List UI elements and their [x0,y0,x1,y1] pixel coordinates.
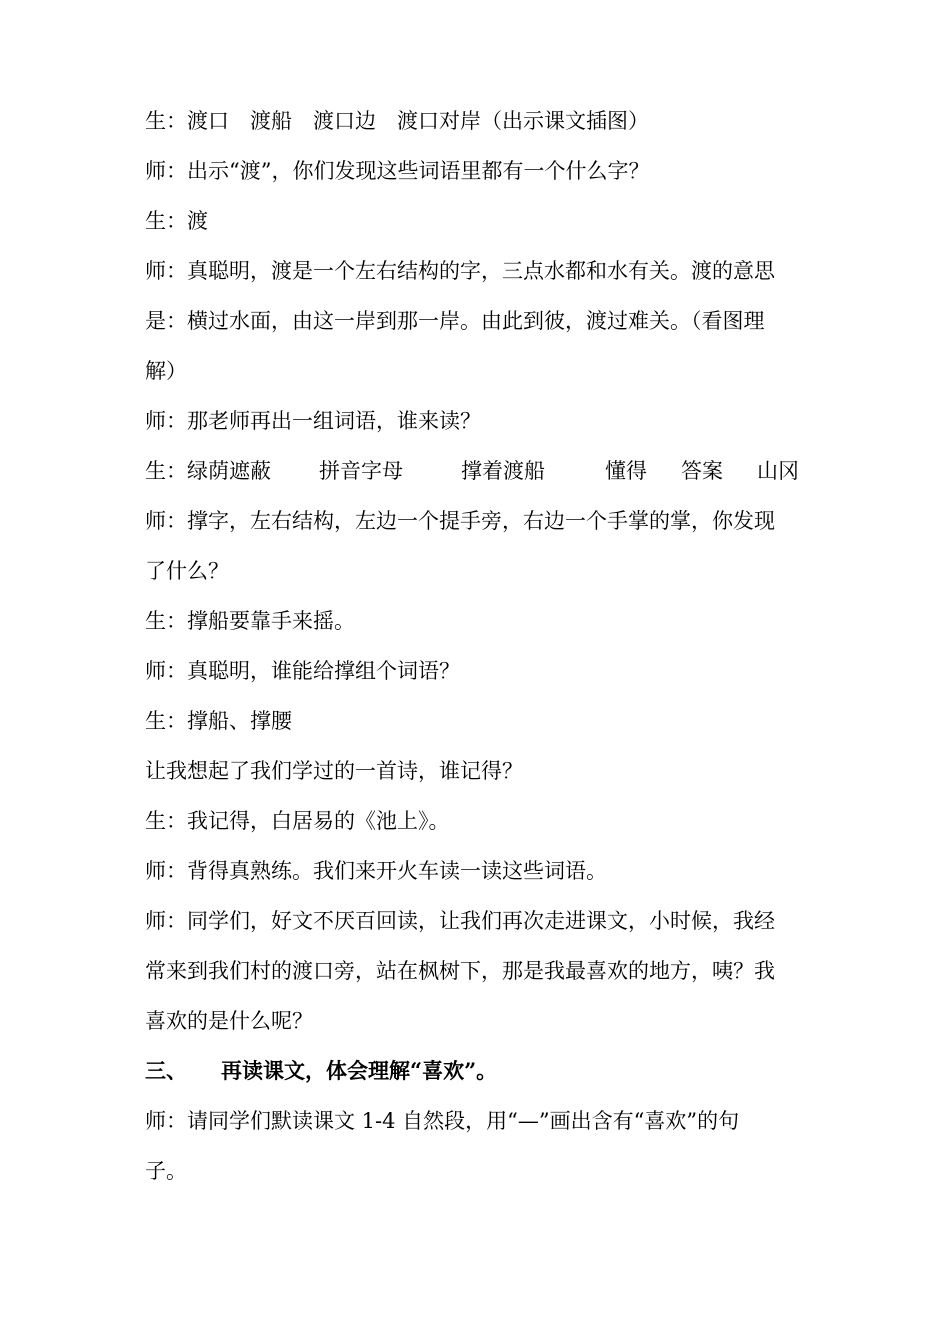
vocabulary-row [145,446,825,496]
paragraph-line: 生：撑船要靠手来摇。 [145,609,355,633]
vocabulary-word: 懂得 [605,459,647,483]
document-body [145,96,825,1196]
paragraph-line: 生：渡口 渡船 渡口边 渡口对岸（出示课文插图） [145,109,649,133]
paragraph-line: 师：那老师再出一组词语，谁来读？ [145,409,481,433]
paragraph-line: 常来到我们村的渡口旁，站在枫树下，那是我最喜欢的地方，咦？我 [145,959,775,983]
vocabulary-word: 山冈 [757,459,799,483]
paragraph-line: 师：真聪明，渡是一个左右结构的字，三点水都和水有关。渡的意思 [145,259,775,283]
paragraph-line: 解） [145,359,187,383]
paragraph-line: 让我想起了我们学过的一首诗，谁记得？ [145,759,523,783]
paragraph-line: 是：横过水面，由这一岸到那一岸。由此到彼，渡过难关。（看图理 [145,309,765,333]
paragraph-line: 子。 [145,1159,187,1183]
paragraph-line: 师：背得真熟练。我们来开火车读一读这些词语。 [145,859,607,883]
vocabulary-word: 答案 [681,459,723,483]
paragraph-line: 师：请同学们默读课文 1-4 自然段，用“—”画出含有“喜欢”的句 [145,1109,740,1133]
paragraph-line: 了什么？ [145,559,229,583]
paragraph-line: 师：同学们，好文不厌百回读，让我们再次走进课文，小时候，我经 [145,909,775,933]
paragraph-line: 生：渡 [145,209,208,233]
vocabulary-word: 撑着渡船 [461,459,545,483]
section-heading-text: 再读课文，体会理解“喜欢”。 [221,1058,498,1083]
paragraph-line: 师：撑字，左右结构，左边一个提手旁，右边一个手掌的掌，你发现 [145,509,775,533]
vocabulary-word: 拼音字母 [319,459,403,483]
vocabulary-word: 绿荫遮蔽 [187,459,271,483]
paragraph-line: 生：撑船、撑腰 [145,709,292,733]
paragraph-line: 师：真聪明，谁能给撑组个词语？ [145,659,460,683]
section-heading-number: 三、 [145,1058,187,1083]
paragraph-line: 师：出示“渡”，你们发现这些词语里都有一个什么字？ [145,159,650,183]
paragraph-line: 生：我记得，白居易的《池上》。 [145,809,450,833]
section-heading [145,1046,825,1096]
vocabulary-row-prefix: 生： [145,459,187,483]
paragraph-line: 喜欢的是什么呢？ [145,1009,313,1033]
